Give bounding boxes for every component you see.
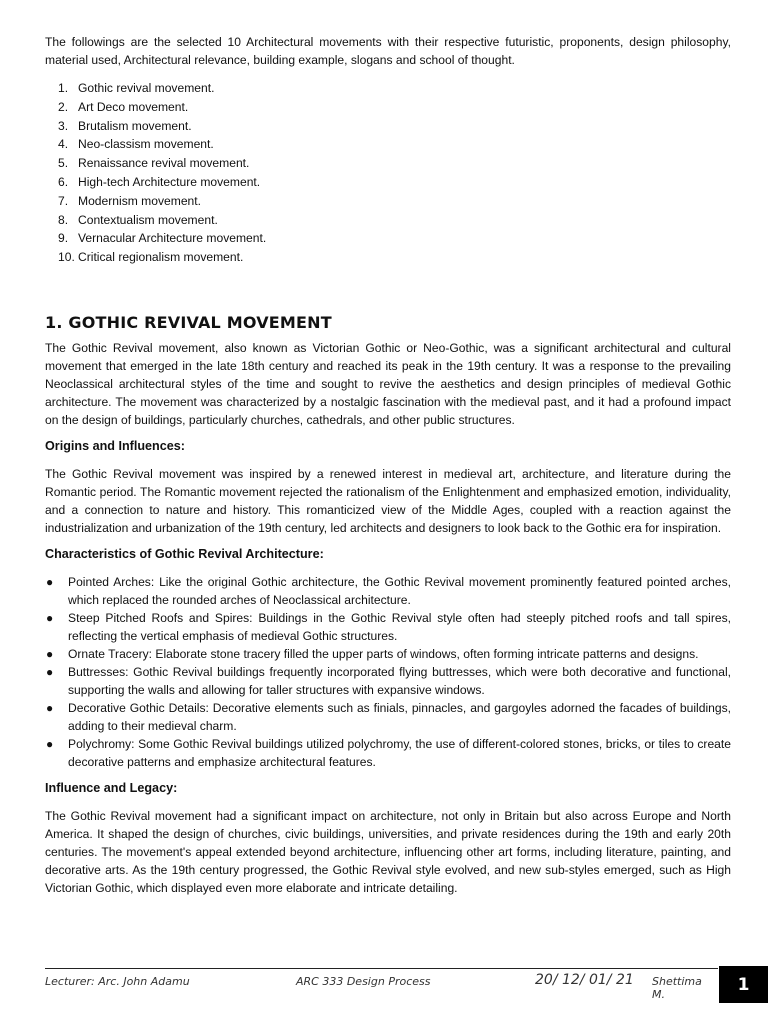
bullet-icon: ● — [46, 610, 54, 625]
list-item: ● Decorative Gothic Details: Decorative elements such as finials, pinnacles, and gargoyles adorned the facades of buildings, adding to their medieval charm. — [46, 700, 731, 733]
page-number: 1 — [719, 966, 768, 1003]
footer-author: Shettima M. — [652, 975, 702, 1001]
legacy-heading: Influence and Legacy: — [45, 780, 178, 795]
list-item: 8. Contextualism movement. — [58, 212, 218, 227]
footer-date: 20/ 12/ 01/ 21 — [535, 972, 634, 988]
bullet-icon: ● — [46, 646, 54, 661]
list-item: ● Pointed Arches: Like the original Gothic architecture, the Gothic Revival movement prominently featured pointed arches, which replaced the rounded arches of Neoclassical architecture. — [46, 574, 731, 607]
origins-heading: Origins and Influences: — [45, 438, 185, 453]
footer-lecturer: Lecturer: Arc. John Adamu — [45, 975, 190, 988]
list-item: 2. Art Deco movement. — [58, 99, 189, 114]
bullet-icon: ● — [46, 574, 54, 589]
footer-course: ARC 333 Design Process — [296, 975, 431, 988]
bullet-icon: ● — [46, 736, 54, 751]
list-item: 1. Gothic revival movement. — [58, 81, 215, 95]
list-item: 4. Neo-classism movement. — [58, 137, 214, 152]
list-item: ● Ornate Tracery: Elaborate stone tracery filled the upper parts of windows, often forming intricate patterns and designs. — [46, 646, 699, 661]
origins-paragraph: The Gothic Revival movement was inspired by a renewed interest in medieval art, architecture, and literature during the Romantic period. The Romantic movement rejected the rationalism of the Enlightenment and emphasized emotion, individuality, and a connection to nature and history. This romanticized view of the Middle Ages, coupled with a reaction against the industrialization and urbanization of the 19th century, led architects and designers to look back to the Gothic era for inspiration. — [45, 466, 731, 535]
bullet-icon: ● — [46, 664, 54, 679]
list-item: ● Steep Pitched Roofs and Spires: Buildings in the Gothic Revival style often had steeply pitched roofs and tall spires, reflecting the vertical emphasis of medieval Gothic structures. — [46, 610, 731, 643]
list-item: 9. Vernacular Architecture movement. — [58, 231, 267, 246]
list-item: 3. Brutalism movement. — [58, 118, 192, 133]
characteristics-list — [45, 573, 731, 771]
list-item: 7. Modernism movement. — [58, 193, 201, 208]
list-item: ● Buttresses: Gothic Revival buildings frequently incorporated flying buttresses, which were both decorative and functional, supporting the walls and allowing for taller structures with expansive windows. — [46, 664, 731, 697]
legacy-paragraph: The Gothic Revival movement had a significant impact on architecture, not only in Britain but also across Europe and North America. It shaped the design of churches, civic buildings, universities, and private residences during the 19th and early 20th centuries. The movement's appeal extended beyond architecture, influencing other art forms, including literature, painting, and decorative arts. As the 19th century progressed, the Gothic Revival style evolved, and new sub-styles emerged, such as High Victorian Gothic, which displayed even more elaborate and intricate detailing. — [45, 808, 731, 895]
section-intro-paragraph: The Gothic Revival movement, also known as Victorian Gothic or Neo-Gothic, was a significant architectural and cultural movement that emerged in the late 18th century and reached its peak in the 19th century. It was a response to the prevailing Neoclassical architectural styles of the time and sought to revive the aesthetics and design principles of medieval Gothic architecture. The movement was characterized by a nostalgic fascination with the medieval past, and it had a profound impact on the design of buildings, particularly churches, cathedrals, and other public structures. — [45, 340, 731, 427]
bullet-icon: ● — [46, 700, 54, 715]
page-content — [45, 33, 731, 897]
characteristics-heading: Characteristics of Gothic Revival Architecture: — [45, 546, 324, 561]
list-item: ● Polychromy: Some Gothic Revival buildings utilized polychromy, the use of different-colored stones, bricks, or tiles to create decorative patterns and emphasize architectural features. — [46, 736, 731, 769]
page-footer — [45, 968, 718, 1001]
list-item: 10. Critical regionalism movement. — [58, 250, 244, 265]
section-title: 1. GOTHIC REVIVAL MOVEMENT — [45, 312, 332, 332]
list-item: 6. High-tech Architecture movement. — [58, 174, 261, 189]
list-item: 5. Renaissance revival movement. — [58, 156, 250, 171]
intro-paragraph: The followings are the selected 10 Architectural movements with their respective futuristic, proponents, design philosophy, material used, Architectural relevance, building example, slogans and school of thought. — [45, 35, 731, 67]
movements-list — [45, 79, 731, 267]
